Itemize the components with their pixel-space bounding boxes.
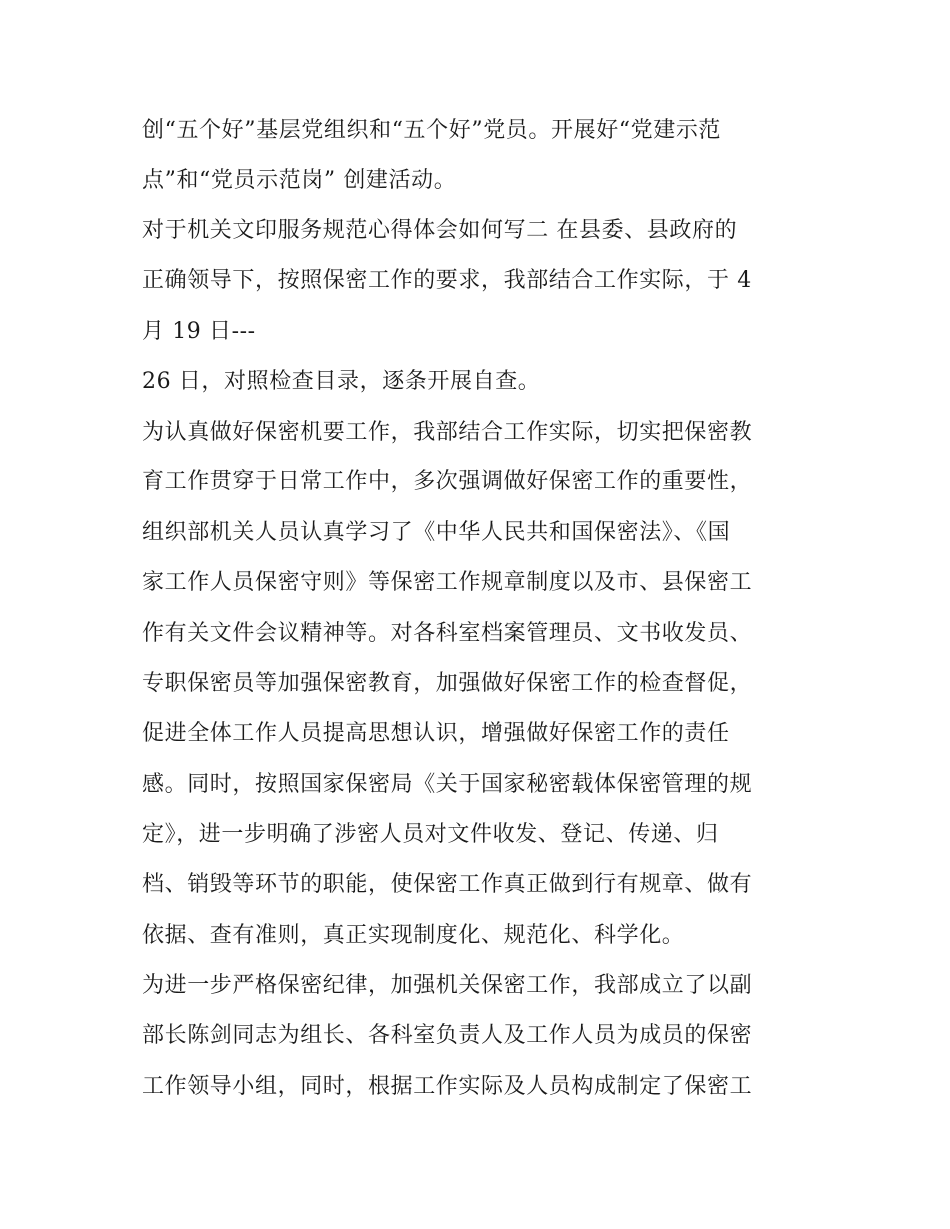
text-line: 部长陈剑同志为组长、各科室负责人及工作人员为成员的保密: [142, 1023, 753, 1048]
text-line: 档、销毁等环节的职能，使保密工作真正做到行有规章、做有: [142, 872, 753, 897]
text-line: 家工作人员保密守则》等保密工作规章制度以及市、县保密工: [142, 570, 753, 595]
text-line: 组织部机关人员认真学习了《中华人民共和国保密法》、《国: [142, 520, 731, 545]
text-line: 作有关文件会议精神等。对各科室档案管理员、文书收发员、: [142, 621, 753, 646]
text-line: 对于机关文印服务规范心得体会如何写二 在县委、县政府的: [142, 218, 738, 243]
text-line: 感。同时，按照国家保密局《关于国家秘密载体保密管理的规: [142, 772, 753, 797]
text-line: 定》，进一步明确了涉密人员对文件收发、登记、传递、归: [142, 822, 719, 847]
text-line: 促进全体工作人员提高思想认识，增强做好保密工作的责任: [142, 721, 730, 746]
text-line: 专职保密员等加强保密教育，加强做好保密工作的检查督促，: [142, 671, 753, 696]
text-line: 依据、查有准则，真正实现制度化、规范化、科学化。: [142, 923, 685, 948]
text-line: 正确领导下，按照保密工作的要求，我部结合工作实际，于 4: [142, 268, 752, 293]
text-line: 点”和“党员示范岗” 创建活动。: [142, 168, 457, 193]
text-line: 26 日，对照检查目录，逐条开展自查。: [142, 369, 541, 394]
text-line: 月 19 日---: [142, 319, 256, 344]
text-line: 为进一步严格保密纪律，加强机关保密工作，我部成立了以副: [142, 973, 753, 998]
text-line: 育工作贯穿于日常工作中，多次强调做好保密工作的重要性，: [142, 469, 753, 494]
text-line: 为认真做好保密机要工作，我部结合工作实际，切实把保密教: [142, 420, 753, 445]
text-line: 工作领导小组，同时，根据工作实际及人员构成制定了保密工: [142, 1074, 753, 1099]
text-line: 创“五个好”基层党组织和“五个好”党员。开展好“党建示范: [142, 118, 722, 143]
